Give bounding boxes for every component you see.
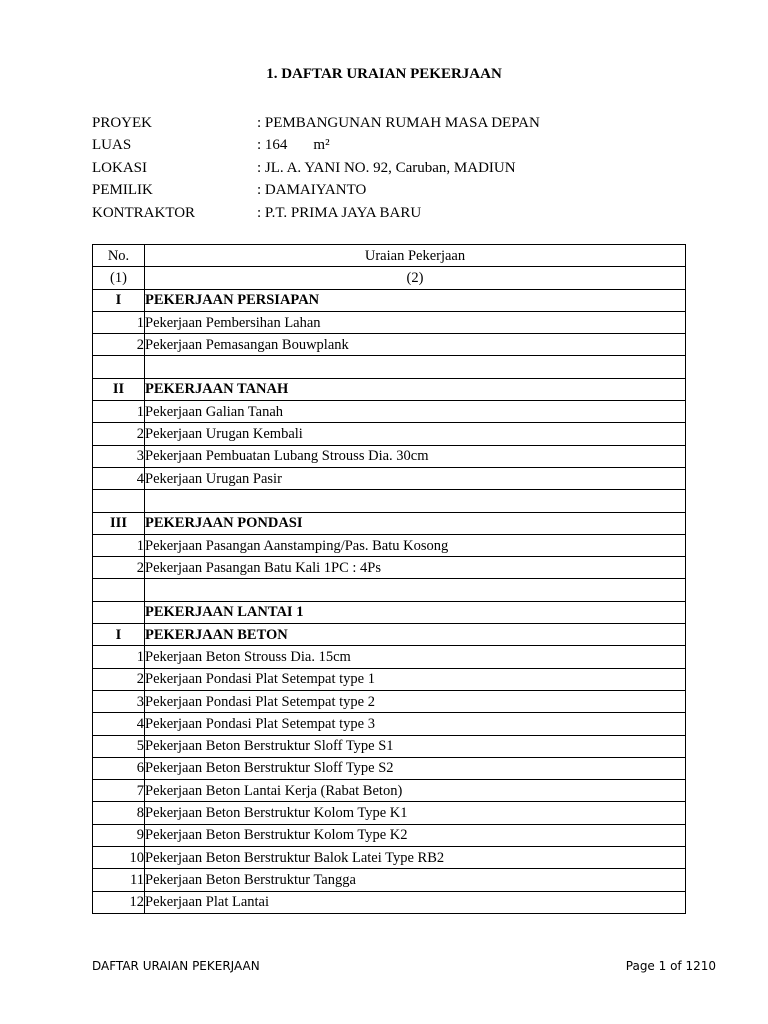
row-number: II — [93, 378, 145, 400]
table-row — [93, 534, 686, 556]
row-number: 11 — [93, 869, 145, 891]
table-row — [93, 334, 686, 356]
row-description — [145, 356, 686, 378]
row-number: 3 — [93, 690, 145, 712]
info-label: LOKASI — [92, 159, 147, 176]
row-description: Pekerjaan Pembersihan Lahan — [145, 311, 686, 333]
info-label: KONTRAKTOR — [92, 204, 196, 221]
info-row-pemilik — [92, 179, 540, 201]
table-numbering-row — [93, 267, 686, 289]
row-description: PEKERJAAN TANAH — [145, 378, 686, 400]
row-number: 2 — [93, 334, 145, 356]
row-number: 6 — [93, 757, 145, 779]
row-number: 4 — [93, 713, 145, 735]
row-description: Pekerjaan Urugan Kembali — [145, 423, 686, 445]
table-row — [93, 780, 686, 802]
row-description: Pekerjaan Beton Berstruktur Sloff Type S2 — [145, 757, 686, 779]
info-label: PEMILIK — [92, 182, 153, 199]
row-description: Pekerjaan Urugan Pasir — [145, 467, 686, 489]
info-value: : JL. A. YANI NO. 92, Caruban, MADIUN — [257, 159, 516, 176]
table-row — [93, 646, 686, 668]
table-row — [93, 423, 686, 445]
table-row — [93, 401, 686, 423]
table-row — [93, 802, 686, 824]
row-description — [145, 579, 686, 601]
row-description: Pekerjaan Beton Strouss Dia. 15cm — [145, 646, 686, 668]
table-row — [93, 824, 686, 846]
header-desc: Uraian Pekerjaan — [145, 245, 686, 267]
row-number: 7 — [93, 780, 145, 802]
info-row-kontraktor — [92, 202, 540, 224]
row-description: Pekerjaan Plat Lantai — [145, 891, 686, 913]
row-description: Pekerjaan Pasangan Batu Kali 1PC : 4Ps — [145, 557, 686, 579]
row-number: III — [93, 512, 145, 534]
footer-title: DAFTAR URAIAN PEKERJAAN — [92, 959, 260, 973]
info-label: LUAS — [92, 137, 132, 154]
table-row — [93, 668, 686, 690]
section-row — [93, 601, 686, 623]
info-value: : DAMAIYANTO — [257, 182, 367, 199]
row-number — [93, 601, 145, 623]
row-description: Pekerjaan Pemasangan Bouwplank — [145, 334, 686, 356]
row-number: I — [93, 624, 145, 646]
info-unit: m² — [313, 137, 330, 154]
table-row — [93, 847, 686, 869]
row-number: 9 — [93, 824, 145, 846]
row-description: PEKERJAAN PERSIAPAN — [145, 289, 686, 311]
page-number: Page 1 of 1210 — [625, 959, 716, 973]
table-row — [93, 891, 686, 913]
row-description: Pekerjaan Beton Berstruktur Kolom Type K1 — [145, 802, 686, 824]
row-number: 12 — [93, 891, 145, 913]
table-row — [93, 869, 686, 891]
row-number: 2 — [93, 668, 145, 690]
row-number: I — [93, 289, 145, 311]
table-row — [93, 557, 686, 579]
row-description: PEKERJAAN BETON — [145, 624, 686, 646]
table-row — [93, 757, 686, 779]
row-description: Pekerjaan Pasangan Aanstamping/Pas. Batu Kosong — [145, 534, 686, 556]
row-number — [93, 356, 145, 378]
section-row — [93, 624, 686, 646]
numbering-no: (1) — [93, 267, 145, 289]
blank-row — [93, 356, 686, 378]
info-value: : 164 — [257, 137, 288, 154]
blank-row — [93, 579, 686, 601]
info-row-luas — [92, 134, 540, 156]
row-number: 1 — [93, 534, 145, 556]
row-number: 1 — [93, 311, 145, 333]
row-description: PEKERJAAN PONDASI — [145, 512, 686, 534]
table-row — [93, 735, 686, 757]
row-description: Pekerjaan Beton Berstruktur Balok Latei Type RB2 — [145, 847, 686, 869]
section-row — [93, 512, 686, 534]
row-number: 8 — [93, 802, 145, 824]
numbering-desc: (2) — [145, 267, 686, 289]
info-label: PROYEK — [92, 115, 153, 131]
info-row-proyek — [92, 112, 540, 134]
row-number: 3 — [93, 445, 145, 467]
row-number — [93, 490, 145, 512]
section-row — [93, 378, 686, 400]
row-description: Pekerjaan Beton Berstruktur Sloff Type S1 — [145, 735, 686, 757]
row-number: 10 — [93, 847, 145, 869]
project-info — [92, 112, 540, 224]
row-description: Pekerjaan Beton Berstruktur Kolom Type K2 — [145, 824, 686, 846]
row-number: 2 — [93, 557, 145, 579]
table-row — [93, 690, 686, 712]
table-row — [93, 713, 686, 735]
row-description: Pekerjaan Galian Tanah — [145, 401, 686, 423]
row-description: Pekerjaan Pondasi Plat Setempat type 1 — [145, 668, 686, 690]
row-description — [145, 490, 686, 512]
row-description: PEKERJAAN LANTAI 1 — [145, 601, 686, 623]
table-row — [93, 445, 686, 467]
row-number: 5 — [93, 735, 145, 757]
row-number: 4 — [93, 467, 145, 489]
row-description: Pekerjaan Pondasi Plat Setempat type 2 — [145, 690, 686, 712]
spacer — [287, 134, 313, 156]
row-description: Pekerjaan Beton Berstruktur Tangga — [145, 869, 686, 891]
row-number — [93, 579, 145, 601]
info-row-lokasi — [92, 157, 540, 179]
table-row — [93, 311, 686, 333]
blank-row — [93, 490, 686, 512]
row-description: Pekerjaan Beton Lantai Kerja (Rabat Beton) — [145, 780, 686, 802]
table-row — [93, 467, 686, 489]
document-title: 1. DAFTAR URAIAN PEKERJAAN — [266, 66, 502, 82]
row-number: 1 — [93, 646, 145, 668]
header-no: No. — [93, 245, 145, 267]
row-number: 1 — [93, 401, 145, 423]
row-number: 2 — [93, 423, 145, 445]
work-items-table — [92, 244, 686, 914]
table-header-row — [93, 245, 686, 267]
section-row — [93, 289, 686, 311]
row-description: Pekerjaan Pondasi Plat Setempat type 3 — [145, 713, 686, 735]
row-description: Pekerjaan Pembuatan Lubang Strouss Dia. 30cm — [145, 445, 686, 467]
info-value: : P.T. PRIMA JAYA BARU — [257, 204, 422, 221]
info-value: : PEMBANGUNAN RUMAH MASA DEPAN — [257, 115, 540, 131]
